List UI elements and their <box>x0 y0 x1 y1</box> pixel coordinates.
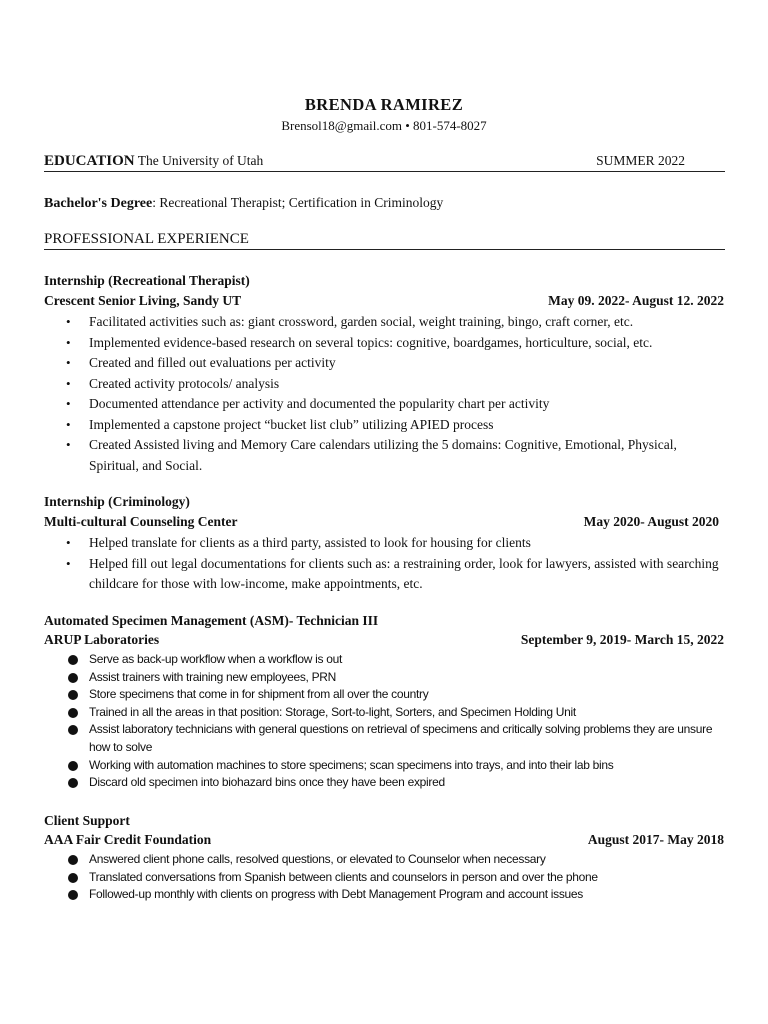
job-bullets <box>44 312 724 476</box>
degree-text: : Recreational Therapist; Certification in Criminology <box>152 195 444 210</box>
list-item: Trained in all the areas in that position: Storage, Sort-to-light, Sorters, and Specimen Holding Unit <box>44 704 724 722</box>
job-title: Internship (Recreational Therapist) <box>44 273 250 288</box>
degree-line <box>44 195 443 212</box>
job-dates: May 09. 2022- August 12. 2022 <box>548 293 724 308</box>
contact-info: Brensol18@gmail.com • 801-574-8027 <box>281 118 487 133</box>
education-school: The University of Utah <box>134 153 264 168</box>
list-item: • Created and filled out evaluations per activity <box>44 353 724 374</box>
list-item: Translated conversations from Spanish between clients and counselors in person and over the phone <box>44 869 724 887</box>
job-dates: September 9, 2019- March 15, 2022 <box>520 632 724 647</box>
list-item: Working with automation machines to store specimens; scan specimens into trays, and into their lab bins <box>44 757 724 775</box>
education-date: SUMMER 2022 <box>596 153 685 168</box>
list-item: Followed-up monthly with clients on progress with Debt Management Program and account issues <box>44 886 724 904</box>
experience-heading: PROFESSIONAL EXPERIENCE <box>44 231 249 247</box>
job-org: Crescent Senior Living, Sandy UT <box>44 293 242 308</box>
list-item: Answered client phone calls, resolved questions, or elevated to Counselor when necessary <box>44 851 724 869</box>
degree-label: Bachelor's Degree <box>44 196 153 211</box>
list-item: • Documented attendance per activity and documented the popularity chart per activity <box>44 394 724 415</box>
resume-name: BRENDA RAMIREZ <box>304 95 464 114</box>
job-bullets <box>44 651 724 792</box>
job-title: Client Support <box>44 813 130 828</box>
list-item: • Created Assisted living and Memory Care calendars utilizing the 5 domains: Cognitive, Emotional, Physical, Spiritual, and Social. <box>44 435 724 476</box>
job-org: AAA Fair Credit Foundation <box>44 832 212 847</box>
list-item: • Helped translate for clients as a third party, assisted to look for housing for clients <box>44 533 724 554</box>
job-bullets <box>44 533 724 595</box>
job-bullets <box>44 851 724 904</box>
list-item: Serve as back-up workflow when a workflow is out <box>44 651 724 669</box>
list-item: Assist trainers with training new employees, PRN <box>44 669 724 687</box>
list-item: Store specimens that come in for shipment from all over the country <box>44 686 724 704</box>
job-org-line <box>44 632 724 648</box>
job-org-line <box>44 293 724 309</box>
list-item: • Implemented evidence-based research on several topics: cognitive, boardgames, horticulture, social, etc. <box>44 333 724 354</box>
list-item: • Helped fill out legal documentations for clients such as: a restraining order, look for lawyers, assisted with searching childcare for those with low-income, make appointments, etc. <box>44 554 724 595</box>
education-section-header <box>44 152 725 172</box>
job-title: Internship (Criminology) <box>44 494 190 509</box>
list-item: • Created activity protocols/ analysis <box>44 374 724 395</box>
job-org-line <box>44 832 724 848</box>
job-dates: May 2020- August 2020 <box>583 514 719 529</box>
list-item: • Facilitated activities such as: giant crossword, garden social, weight training, bingo, craft corner, etc. <box>44 312 724 333</box>
list-item: • Implemented a capstone project “bucket list club” utilizing APIED process <box>44 415 724 436</box>
job-org-line <box>44 514 719 530</box>
list-item: Assist laboratory technicians with general questions on retrieval of specimens and critically solving problems they are unsure how to solve <box>44 721 724 756</box>
job-org: ARUP Laboratories <box>44 632 160 647</box>
experience-section-header <box>44 230 725 250</box>
list-item: Discard old specimen into biohazard bins once they have been expired <box>44 774 724 792</box>
job-org: Multi-cultural Counseling Center <box>44 514 238 529</box>
job-dates: August 2017- May 2018 <box>587 832 724 847</box>
education-heading: EDUCATION <box>44 153 135 169</box>
job-title: Automated Specimen Management (ASM)- Technician III <box>44 613 379 628</box>
